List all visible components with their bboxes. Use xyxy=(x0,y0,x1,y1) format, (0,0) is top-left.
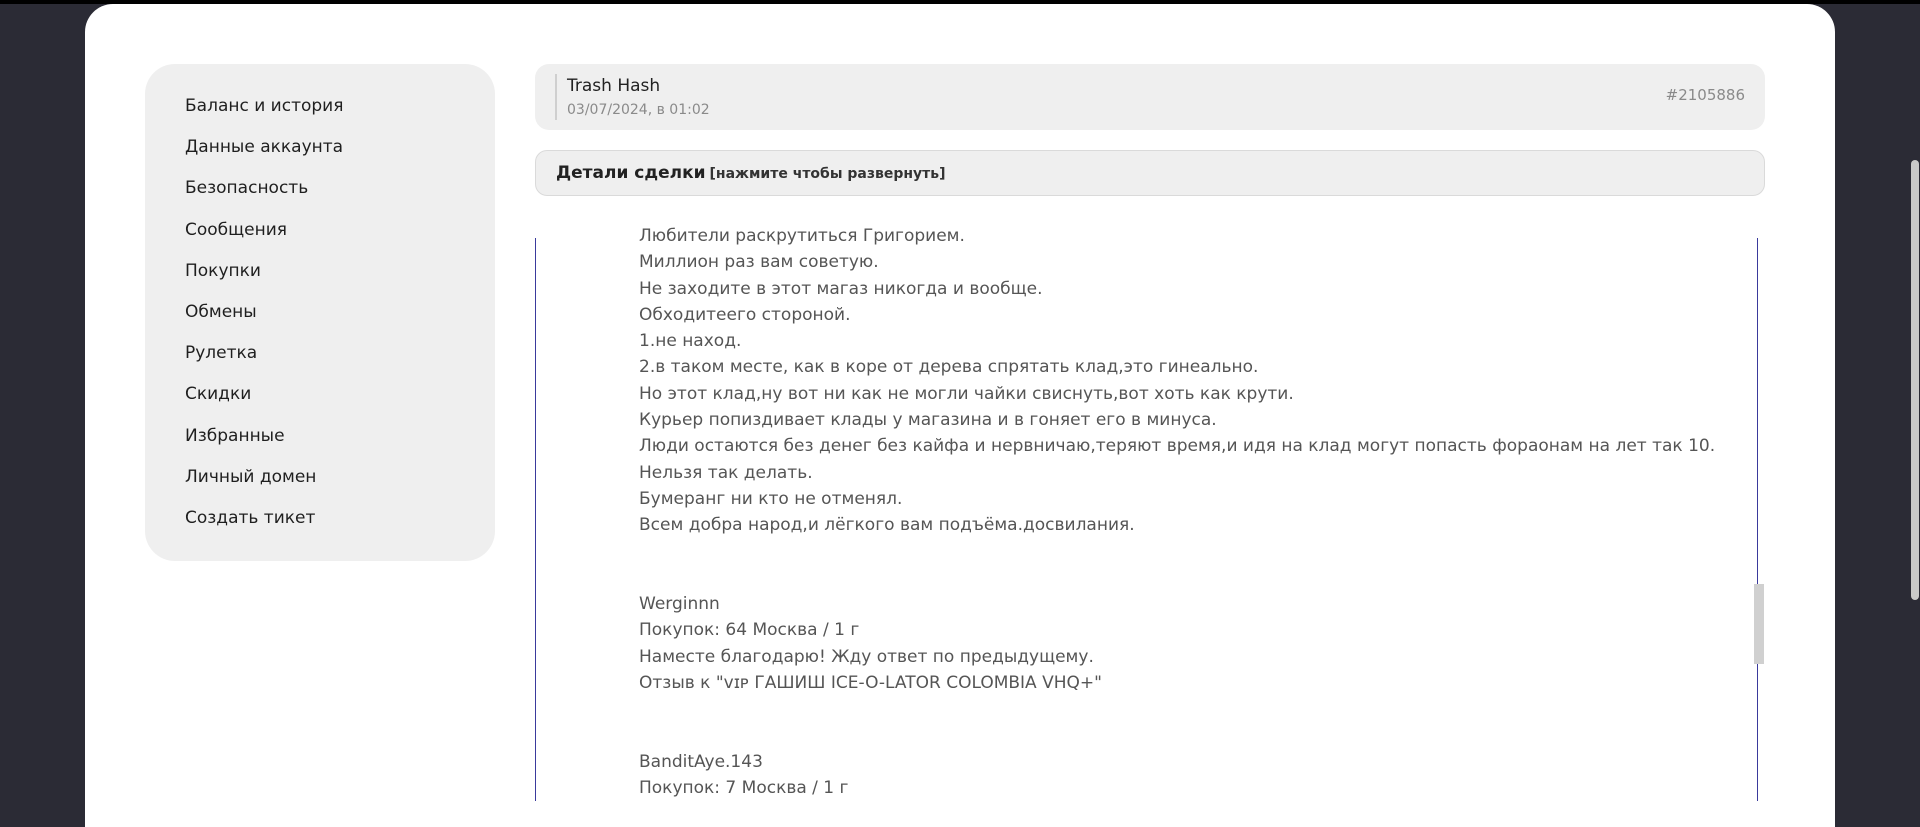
review-text-line: Всем добра народ,и лёгкого вам подъёма.досвилания. xyxy=(639,515,1135,536)
sidebar-item-security[interactable]: Безопасность xyxy=(185,178,309,199)
review-product-ref: Отзыв к "ᴠɪᴘ ГАШИШ ICE-O-LATOR COLOMBIA VHQ+" xyxy=(639,673,1102,694)
reviews-scrollbar-thumb[interactable] xyxy=(1754,584,1764,664)
sidebar xyxy=(145,64,495,561)
deal-details-label: Детали сделки xyxy=(556,163,706,183)
review-separator xyxy=(639,696,1739,749)
order-date: 03/07/2024, в 01:02 xyxy=(567,102,710,118)
reviews-panel[interactable] xyxy=(535,226,1758,801)
sidebar-item-account-data[interactable]: Данные аккаунта xyxy=(185,137,344,158)
order-title: Trash Hash xyxy=(567,76,661,96)
review-text-line: Любители раскрутиться Григорием. xyxy=(639,226,965,246)
sidebar-item-purchases[interactable]: Покупки xyxy=(185,260,261,281)
review-text-line: Не заходите в этот магаз никогда и вообще. xyxy=(639,278,1043,299)
sidebar-item-messages[interactable]: Сообщения xyxy=(185,219,288,240)
order-accent-bar xyxy=(555,74,557,120)
review-text-line: Наместе благодарю! Жду ответ по предыдущему. xyxy=(639,646,1094,667)
review-text-line: 2.в таком месте, как в коре от дерева спрятать клад,это гинеально. xyxy=(639,357,1259,378)
deal-details-toggle[interactable] xyxy=(535,150,1765,196)
sidebar-item-roulette[interactable]: Рулетка xyxy=(185,343,258,364)
reviews-content xyxy=(639,223,1739,802)
review-text-line: Миллион раз вам советую. xyxy=(639,252,879,273)
review-text-line: 1.не наход. xyxy=(639,331,742,352)
order-header xyxy=(535,64,1765,130)
sidebar-item-exchanges[interactable]: Обмены xyxy=(185,301,257,322)
sidebar-item-create-ticket[interactable]: Создать тикет xyxy=(185,507,316,528)
review-purchase-info: Покупок: 7 Москва / 1 г xyxy=(639,778,849,799)
review-author: BanditAye.143 xyxy=(639,751,763,772)
review-text-line: Бумеранг ни кто не отменял. xyxy=(639,488,903,509)
review-author: Werginnn xyxy=(639,594,720,615)
sidebar-item-balance[interactable]: Баланс и история xyxy=(185,96,344,116)
review-text-line: Обходитеего стороной. xyxy=(639,304,851,325)
sidebar-item-discounts[interactable]: Скидки xyxy=(185,384,252,405)
deal-details-title xyxy=(556,163,946,183)
sidebar-item-favorites[interactable]: Избранные xyxy=(185,425,285,446)
review-separator xyxy=(639,539,1739,592)
main-window xyxy=(85,4,1835,827)
deal-details-hint: [нажмите чтобы развернуть] xyxy=(709,166,946,182)
review-text-line: Но этот клад,ну вот ни как не могли чайки свиснуть,вот хоть как крути. xyxy=(639,383,1294,404)
review-text-line: Люди остаются без денег без кайфа и нервничаю,теряют время,и идя на клад могут попасть фораонам на лет так 10. xyxy=(639,436,1716,457)
sidebar-item-personal-domain[interactable]: Личный домен xyxy=(185,466,317,487)
page-scrollbar-thumb[interactable] xyxy=(1911,160,1919,600)
review-purchase-info: Покупок: 64 Москва / 1 г xyxy=(639,620,860,641)
review-text-line: Нельзя так делать. xyxy=(639,462,813,483)
review-text-line: Курьер попиздивает клады у магазина и в гоняет его в минуса. xyxy=(639,410,1217,431)
order-number: #2105886 xyxy=(1665,86,1745,104)
